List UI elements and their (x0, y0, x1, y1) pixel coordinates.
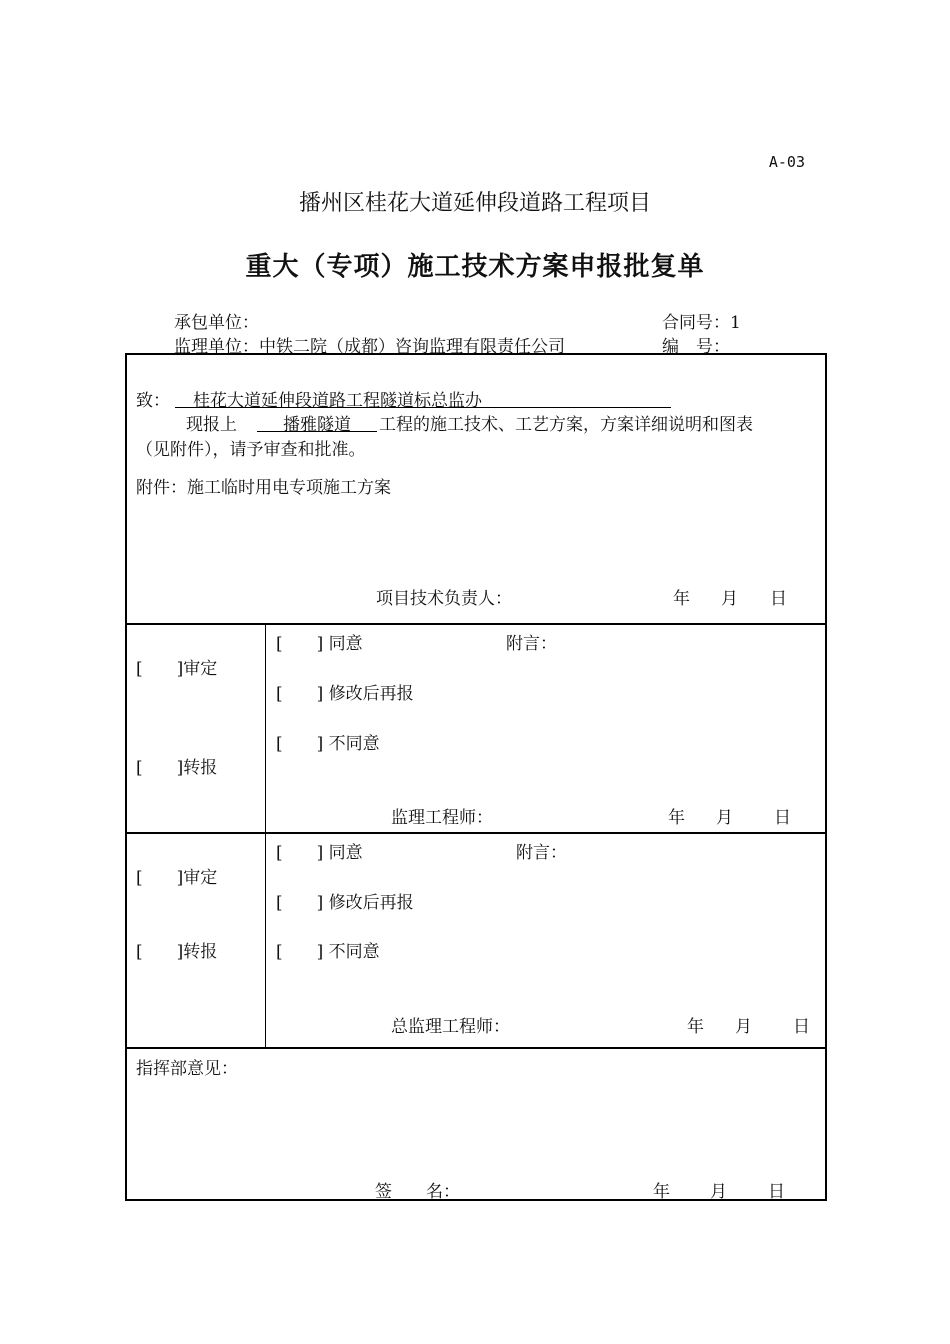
report-project: 播雅隧道 (283, 415, 351, 435)
project-underline (257, 431, 377, 432)
serial-label: 编 号： (662, 337, 730, 357)
forward-checkbox[interactable]: [ ]转报 (136, 942, 218, 962)
contract-no (662, 308, 741, 333)
agree-checkbox[interactable]: [ ] 同意 (276, 843, 363, 863)
supervisor-label: 监理单位： (174, 337, 259, 357)
revise-checkbox[interactable]: [ ] 修改后再报 (276, 684, 414, 704)
year-label: 年 (673, 589, 690, 609)
note-label: 附言： (516, 843, 567, 863)
row-divider (127, 1047, 825, 1049)
day-label: 日 (793, 1017, 810, 1037)
month-label: 月 (710, 1182, 727, 1202)
to-recipient: 桂花大道延伸段道路工程隧道标总监办 (193, 391, 482, 411)
project-name: 播州区桂花大道延伸段道路工程项目 (298, 191, 651, 216)
form-code: A-03 (768, 153, 805, 171)
approve-checkbox[interactable]: [ ]审定 (136, 868, 218, 888)
month-label: 月 (716, 808, 733, 828)
report-line2: （见附件），请予审查和批准。 (136, 440, 366, 460)
report-suffix: 工程的施工技术、工艺方案，方案详细说明和图表 (379, 415, 753, 435)
chief-engineer-label: 总监理工程师： (391, 1017, 510, 1037)
attachment: 附件：施工临时用电专项施工方案 (136, 478, 391, 498)
to-underline (175, 407, 671, 408)
agree-checkbox[interactable]: [ ] 同意 (276, 634, 363, 654)
supervisor-value: 中铁二院（成都）咨询监理有限责任公司 (259, 337, 565, 357)
column-divider (265, 623, 266, 1047)
month-label: 月 (721, 589, 738, 609)
day-label: 日 (770, 589, 787, 609)
contract-no-value: 1 (730, 313, 741, 333)
row-divider (127, 623, 825, 625)
approve-checkbox[interactable]: [ ]审定 (136, 659, 218, 679)
day-label: 日 (768, 1182, 785, 1202)
row-divider (127, 832, 825, 834)
engineer-label: 监理工程师： (391, 808, 493, 828)
disagree-checkbox[interactable]: [ ] 不同意 (276, 734, 380, 754)
command-opinion-label: 指挥部意见： (136, 1059, 238, 1079)
revise-checkbox[interactable]: [ ] 修改后再报 (276, 893, 414, 913)
form-title: 重大（专项）施工技术方案申报批复单 (245, 252, 705, 282)
tech-lead-label: 项目技术负责人： (376, 589, 512, 609)
forward-checkbox[interactable]: [ ]转报 (136, 758, 218, 778)
sign-label: 签 名： (375, 1182, 460, 1202)
disagree-checkbox[interactable]: [ ] 不同意 (276, 942, 380, 962)
form-table (125, 353, 827, 1201)
contract-no-label: 合同号： (662, 313, 730, 333)
year-label: 年 (687, 1017, 704, 1037)
contractor-label: 承包单位： (174, 313, 259, 333)
note-label: 附言： (506, 634, 557, 654)
month-label: 月 (735, 1017, 752, 1037)
year-label: 年 (653, 1182, 670, 1202)
report-prefix: 现报上 (186, 415, 237, 435)
day-label: 日 (774, 808, 791, 828)
year-label: 年 (668, 808, 685, 828)
to-label: 致： (136, 391, 170, 411)
